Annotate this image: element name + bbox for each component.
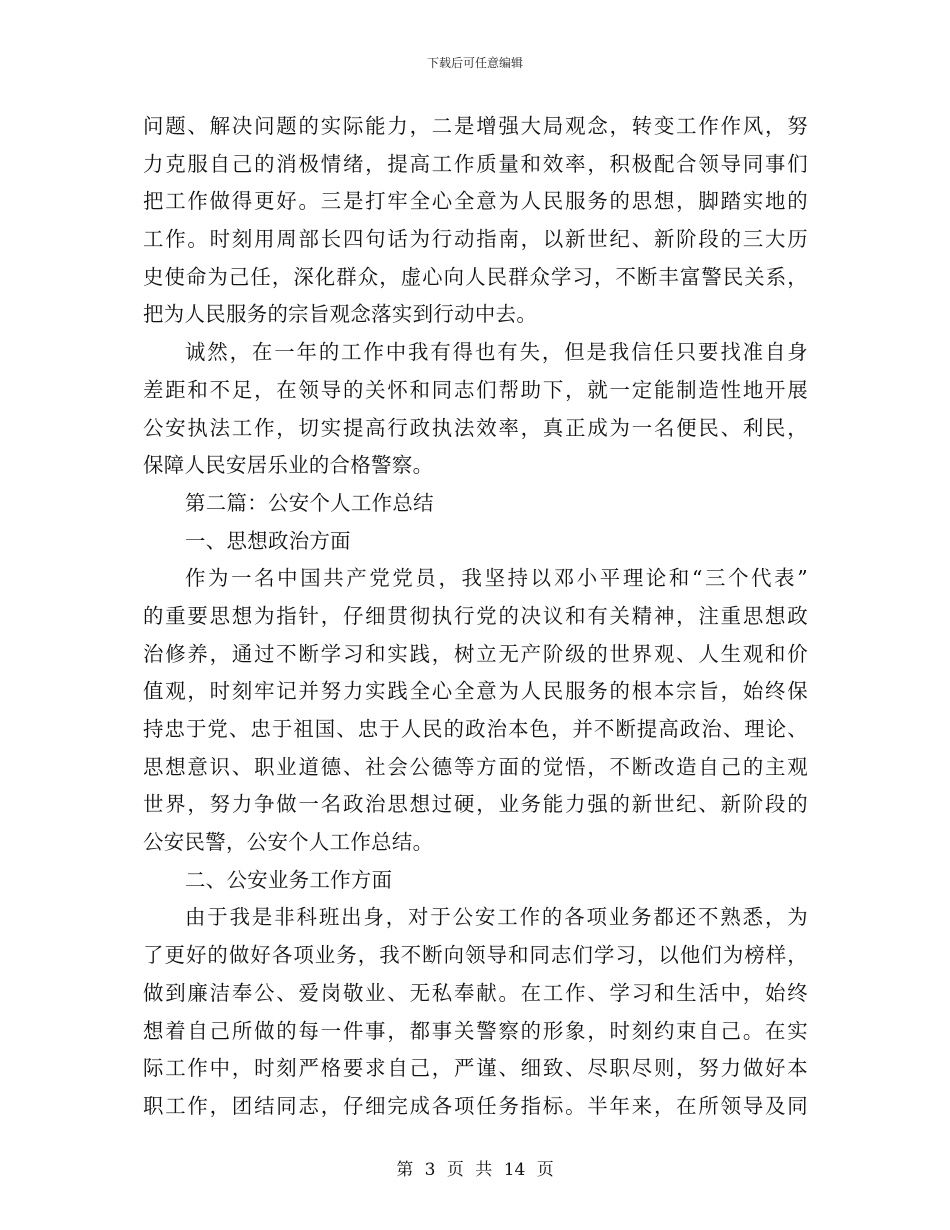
text-line: 治修养，通过不断学习和实践，树立无产阶级的世界观、人生观和价 — [143, 641, 808, 666]
page-header-note: 下载后可任意编辑 — [426, 56, 523, 70]
text-line: 由于我是非科班出身，对于公安工作的各项业务都还不熟悉，为 — [185, 905, 808, 930]
text-line: 问题、解决问题的实际能力，二是增强大局观念，转变工作作风，努 — [143, 114, 808, 138]
text-line: 一、思想政治方面 — [185, 528, 351, 553]
text-line: 公安执法工作，切实提高行政执法效率，真正成为一名便民、利民， — [143, 415, 808, 440]
text-line: 差距和不足，在领导的关怀和同志们帮助下，就一定能制造性地开展 — [143, 377, 808, 402]
text-line: 史使命为己任，深化群众，虚心向人民群众学习，不断丰富警民关系， — [143, 264, 808, 289]
text-line: 职工作，团结同志，仔细完成各项任务指标。半年来，在所领导及同 — [143, 1093, 808, 1118]
text-line: 世界，努力争做一名政治思想过硬，业务能力强的新世纪、新阶段的 — [143, 792, 808, 817]
text-line: 诚然，在一年的工作中我有得也有失，但是我信任只要找准自身 — [185, 340, 808, 365]
text-line: 二、公安业务工作方面 — [185, 867, 393, 892]
document-body — [143, 108, 808, 1126]
page-footer-number: 第 3 页 共 14 页 — [396, 1160, 554, 1180]
text-line: 工作。时刻用周部长四句话为行动指南，以新世纪、新阶段的三大历 — [143, 227, 808, 252]
text-line: 把为人民服务的宗旨观念落实到行动中去。 — [143, 302, 538, 327]
text-line: 公安民警，公安个人工作总结。 — [143, 830, 434, 855]
text-line: 力克服自己的消极情绪，提高工作质量和效率，积极配合领导同事们 — [143, 151, 808, 176]
text-line: 把工作做得更好。三是打牢全心全意为人民服务的思想，脚踏实地的 — [143, 189, 808, 214]
text-line: 想着自己所做的每一件事，都事关警察的形象，时刻约束自己。在实 — [143, 1018, 808, 1043]
text-line: 作为一名中国共产党党员，我坚持以邓小平理论和“三个代表” — [185, 566, 808, 591]
text-line: 了更好的做好各项业务，我不断向领导和同志们学习，以他们为榜样， — [143, 943, 808, 968]
text-line: 思想意识、职业道德、社会公德等方面的觉悟，不断改造自己的主观 — [143, 754, 808, 779]
text-line: 做到廉洁奉公、爱岗敬业、无私奉献。在工作、学习和生活中，始终 — [143, 980, 808, 1005]
text-line: 值观，时刻牢记并努力实践全心全意为人民服务的根本宗旨，始终保 — [143, 679, 808, 704]
text-line: 持忠于党、忠于祖国、忠于人民的政治本色，并不断提高政治、理论、 — [143, 717, 808, 741]
text-line: 的重要思想为指针，仔细贯彻执行党的决议和有关精神，注重思想政 — [143, 603, 808, 628]
text-line: 保障人民安居乐业的合格警察。 — [143, 453, 434, 478]
text-line: 际工作中，时刻严格要求自己，严谨、细致、尽职尽则，努力做好本 — [143, 1056, 808, 1081]
text-line: 第二篇：公安个人工作总结 — [185, 490, 434, 515]
